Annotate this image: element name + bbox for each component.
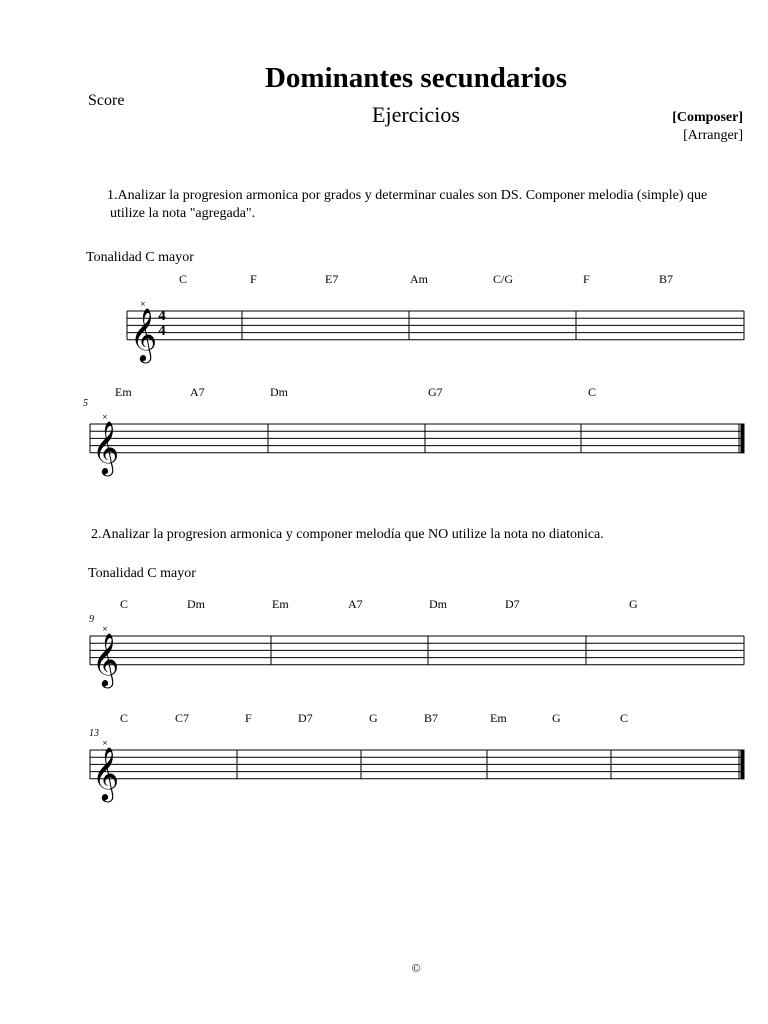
chord-symbol: C bbox=[179, 272, 188, 286]
chord-symbol: F bbox=[250, 272, 257, 286]
chord-symbol: C bbox=[120, 711, 129, 725]
score-label: Score bbox=[88, 92, 125, 109]
chord-symbol: Dm bbox=[429, 597, 447, 611]
chord-symbol: F bbox=[245, 711, 252, 725]
chord-symbol: B7 bbox=[424, 711, 439, 725]
treble-clef-icon: 𝄞 bbox=[130, 306, 158, 361]
chord-symbol: Dm bbox=[187, 597, 205, 611]
chord-symbol: C bbox=[620, 711, 629, 725]
staff-system bbox=[127, 311, 744, 340]
treble-clef-icon: 𝄞 bbox=[92, 631, 120, 686]
exercise-2-instruction: 2.Analizar la progresion armonica y componer melodía que NO utilize la nota no diatonica. bbox=[91, 527, 604, 542]
chord-symbol: Am bbox=[410, 272, 428, 286]
exercise-1-key-label: Tonalidad C mayor bbox=[86, 250, 194, 265]
final-barline-thick bbox=[741, 424, 744, 453]
measure-number: 5 bbox=[83, 398, 88, 409]
clef-marker-icon: × bbox=[102, 625, 108, 633]
treble-clef-icon: 𝄞 bbox=[92, 419, 120, 474]
chord-symbol: D7 bbox=[505, 597, 520, 611]
chord-symbol: A7 bbox=[348, 597, 363, 611]
time-signature-top: 4 bbox=[158, 308, 166, 324]
staff-system bbox=[90, 424, 744, 453]
final-barline-thick bbox=[741, 750, 744, 779]
time-signature bbox=[158, 308, 166, 339]
chord-symbol: Em bbox=[115, 385, 132, 399]
exercise-1-instruction-line-2: utilize la nota "agregada". bbox=[110, 206, 256, 221]
copyright-notice: © bbox=[411, 961, 421, 975]
score-subtitle: Ejercicios bbox=[372, 102, 460, 127]
chord-symbol: C bbox=[120, 597, 129, 611]
staff-system bbox=[90, 750, 744, 779]
chord-symbol: G bbox=[369, 711, 378, 725]
staff-system bbox=[90, 636, 744, 665]
arranger-credit: [Arranger] bbox=[683, 128, 743, 143]
chord-symbol: E7 bbox=[325, 272, 339, 286]
chord-symbol: Em bbox=[490, 711, 507, 725]
exercise-1-instruction-line-1: 1.Analizar la progresion armonica por grados y determinar cuales son DS. Componer melodia (simple) que bbox=[107, 188, 708, 203]
chord-symbol: Em bbox=[272, 597, 289, 611]
clef-marker-icon: × bbox=[102, 413, 108, 421]
chord-symbol: G bbox=[629, 597, 638, 611]
measure-number: 13 bbox=[89, 728, 99, 739]
chord-symbol: G7 bbox=[428, 385, 443, 399]
chord-symbol: A7 bbox=[190, 385, 205, 399]
time-signature-bottom: 4 bbox=[158, 323, 166, 339]
chord-symbol: C bbox=[588, 385, 597, 399]
clef-marker-icon: × bbox=[140, 300, 146, 308]
score-title: Dominantes secundarios bbox=[264, 62, 568, 94]
chord-symbol: F bbox=[583, 272, 590, 286]
exercise-2-key-label: Tonalidad C mayor bbox=[88, 566, 196, 581]
chord-symbol: D7 bbox=[298, 711, 313, 725]
treble-clef-icon: 𝄞 bbox=[92, 745, 120, 800]
chord-symbol: C/G bbox=[493, 272, 514, 286]
chord-symbol: G bbox=[552, 711, 561, 725]
chord-symbol: Dm bbox=[270, 385, 288, 399]
clef-marker-icon: × bbox=[102, 739, 108, 747]
composer-credit: [Composer] bbox=[672, 110, 743, 125]
chord-symbol: C7 bbox=[175, 711, 190, 725]
measure-number: 9 bbox=[89, 614, 94, 625]
chord-symbol: B7 bbox=[659, 272, 674, 286]
